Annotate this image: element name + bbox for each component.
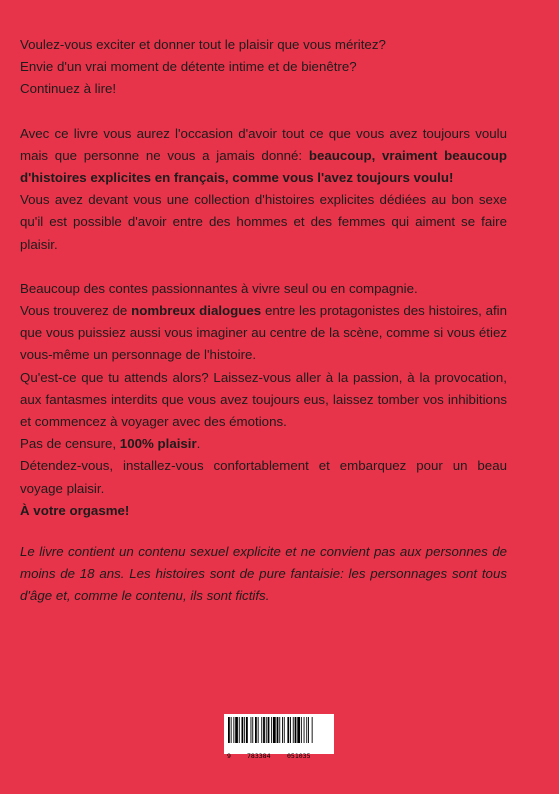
- barcode-bar: [297, 717, 300, 743]
- barcode-digits-right: 051035: [287, 752, 311, 760]
- barcode-bar: [235, 717, 238, 743]
- barcode-bar: [271, 717, 272, 743]
- paragraph-passion: Qu'est-ce que tu attends alors? Laissez-vous aller à la passion, à la provocation, aux fantasmes interdits que vous avez toujours eus, laissez tomber vos inhibitions et commencez à voyager avec des émotions.: [20, 369, 507, 430]
- paragraph-tales: Beaucoup des contes passionnantes à vivre seul ou en compagnie.: [20, 280, 418, 296]
- barcode-bar: [282, 717, 283, 743]
- barcode-bar: [304, 717, 305, 743]
- censure-highlight: 100% plaisir: [119, 436, 197, 452]
- barcode-bar: [261, 717, 262, 743]
- intro-line-2: Envie d'un vrai moment de détente intime et de bienêtre?: [20, 59, 357, 75]
- barcode-bar: [258, 717, 259, 743]
- spacer: [20, 256, 507, 278]
- intro-line-1: Voulez-vous exciter et donner tout le plaisir que vous méritez?: [20, 37, 386, 52]
- barcode-bar: [244, 717, 245, 743]
- isbn-barcode: [224, 714, 334, 760]
- barcode-bar: [277, 717, 279, 743]
- barcode-bar: [279, 717, 280, 743]
- paragraph-dialogues: [20, 300, 507, 367]
- closing-line: [20, 500, 507, 522]
- paragraph-collection: Vous avez devant vous une collection d'histoires explicites dédiées au bon sexe qu'il est possible d'avoir entre des hommes et des femmes qui aiment se faire plaisir.: [20, 192, 507, 252]
- blurb-text: [20, 34, 507, 608]
- barcode-bar: [242, 717, 244, 743]
- barcode-bar: [268, 717, 270, 743]
- barcode-bar: [308, 717, 309, 743]
- barcode-bar: [263, 717, 265, 743]
- barcode-bar: [228, 717, 230, 743]
- barcode-bar: [231, 717, 232, 743]
- barcode-bar: [251, 717, 252, 743]
- barcode-bar: [233, 717, 234, 743]
- spacer: [20, 522, 507, 541]
- barcode-bar: [295, 717, 297, 743]
- offer-text: Avec ce livre vous aurez l'occasion d'avoir tout ce que vous avez toujours voulu mais que personne ne vous a jamais donné:: [20, 125, 507, 163]
- dialogues-text-a: Vous trouverez de: [20, 303, 132, 319]
- dialogues-highlight: nombreux dialogues: [131, 303, 262, 319]
- barcode-bar: [301, 717, 302, 743]
- paragraph-relax: Détendez-vous, installez-vous confortablement et embarquez pour un beau voyage plaisir.: [20, 458, 507, 496]
- barcode-bar: [293, 717, 294, 743]
- barcode-bar: [255, 717, 257, 743]
- offer-highlight: beaucoup, vraiment beaucoup d'histoires explicites en français, comme vous l'avez toujours voulu!: [20, 147, 507, 186]
- closing-highlight: À votre orgasme!: [20, 502, 130, 518]
- barcode-bar: [312, 717, 313, 743]
- barcode-bar: [273, 717, 276, 743]
- paragraph-censure: [20, 433, 507, 455]
- barcode-digit-first: 9: [227, 752, 231, 760]
- censure-text-b: .: [196, 436, 201, 452]
- barcode-bar: [287, 717, 289, 743]
- paragraph-offer: [20, 123, 507, 190]
- disclaimer: Le livre contient un contenu sexuel explicite et ne convient pas aux personnes de moins de 18 ans. Les histoires sont de pure fantaisie: les personnages sont tous d'âge et, comme le contenu, ils sont fictifs.: [20, 544, 507, 604]
- barcode-digits-left: 783384: [247, 752, 271, 760]
- barcode-bar: [306, 717, 307, 743]
- barcode-bars: [228, 717, 330, 743]
- barcode-bar: [246, 717, 248, 743]
- spacer: [20, 101, 507, 123]
- intro-line-3: Continuez à lire!: [20, 81, 117, 97]
- barcode-bar: [239, 717, 240, 743]
- barcode-bar: [284, 717, 285, 743]
- barcode-bar: [290, 717, 291, 743]
- barcode-bar: [252, 717, 253, 743]
- censure-text-a: Pas de censure,: [20, 436, 120, 452]
- dialogues-text-b: entre les protagonistes des histoires, afin que vous puissiez aussi vous imaginer au centre de la scène, comme si vous étiez vous-même un personnage de l'histoire.: [20, 303, 508, 363]
- barcode-bar: [266, 717, 267, 743]
